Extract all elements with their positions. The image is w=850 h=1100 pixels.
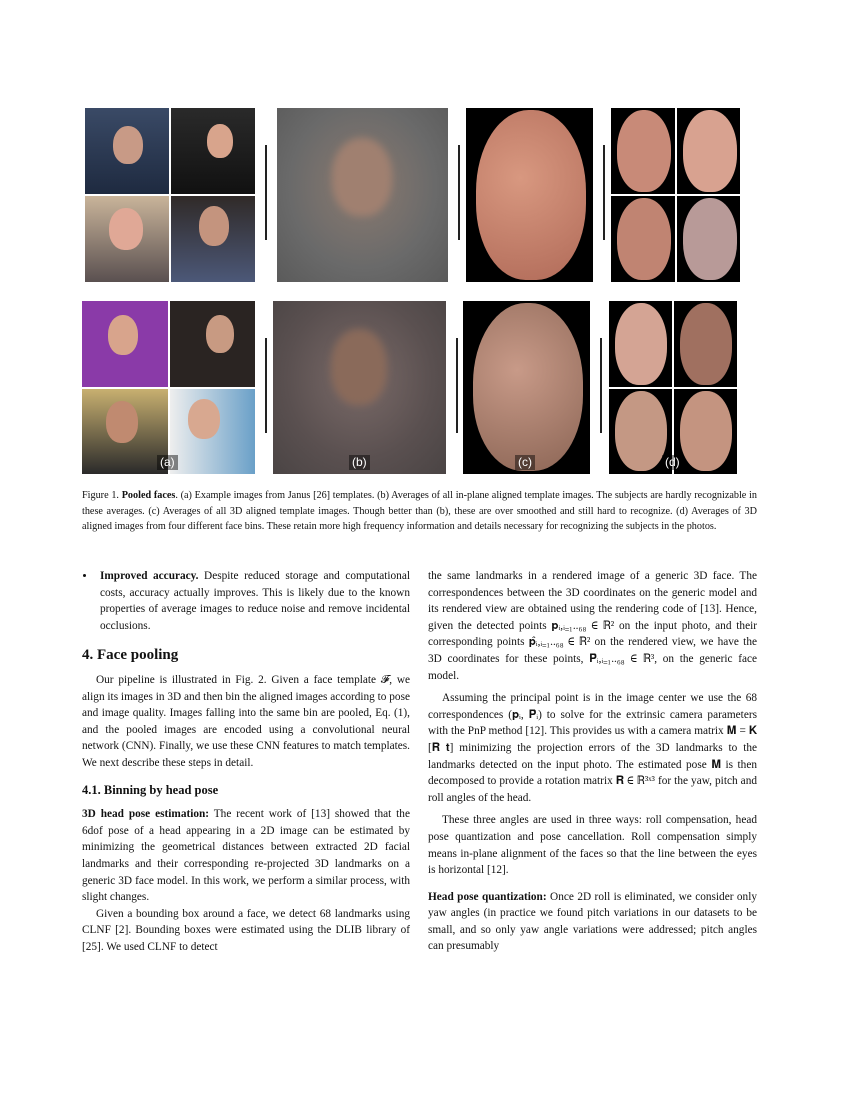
bin-average-image (611, 108, 675, 194)
bullet-improved-accuracy: • Improved accuracy. Despite reduced storage and computational costs, accuracy actually improves. This is likely due to the known properties of average images to reduce noise and remove incidental occlusions. (96, 568, 410, 634)
paragraph: These three angles are used in three ways: roll compensation, head pose quantization and pose cancellation. Roll compensation simply means in-plane alignment of the faces so that the line between the eyes is horizontal [12]. (428, 814, 757, 877)
paragraph: Our pipeline is illustrated in Fig. 2. Given a face template 𝓕, we align its images in 3D and then bin the aligned images according to pose and image quality. Images falling into the same bin are pooled, Eq. (1), and the pooled images are encoded using a convolutional neural network (CNN). Finally, we use these CNN features to match templates. We next describe these steps in detail. (82, 673, 410, 769)
3d-average-image (466, 108, 593, 282)
left-column (82, 568, 410, 955)
paragraph: the same landmarks in a rendered image of a generic 3D face. The correspondences between the 3D coordinates on the generic model and its rendered view are obtained using the rendering code of [13]. Hence, given the detected points 𝐩ᵢ,ᵢ₌₁..₆₈ ∈ ℝ² on the input photo, and their corresponding points 𝐩̂ᵢ,ᵢ₌₁..₆₈ ∈ ℝ² on the rendered view, we have the 3D coordinates for these points, 𝐏̂ᵢ,ᵢ₌₁..₆₈ ∈ ℝ³, on the generic face model. (428, 570, 757, 682)
example-photo (170, 301, 255, 387)
panel-label-d: (d) (662, 455, 683, 470)
panel-label-b: (b) (349, 455, 370, 470)
right-column (428, 568, 757, 955)
example-photo (85, 196, 169, 282)
bin-average-image (611, 196, 675, 282)
bin-average-image (674, 301, 737, 387)
subsection-heading: 4.1. Binning by head pose (82, 782, 219, 797)
example-photo (171, 108, 255, 194)
example-photo (171, 196, 255, 282)
example-photo (170, 389, 255, 474)
bin-average-image (674, 389, 737, 474)
example-photo (82, 389, 168, 474)
section-heading: 4. Face pooling (82, 647, 179, 664)
paragraph: 3D head pose estimation: The recent work of [13] showed that the 6dof pose of a head appearing in a 2D image can be estimated by minimizing the geometrical distances between extracted 2D facial landmarks and their corresponding re-projected 3D landmarks on a generic 3D face model. In this work, we perform a similar process, with slight changes. (82, 808, 410, 904)
inplane-average-image (273, 301, 446, 474)
example-photo (82, 301, 168, 387)
paragraph: Head pose quantization: Once 2D roll is eliminated, we consider only yaw angles (in practice we found pitch variations in our datasets to be small, and so only yaw angle variations were addressed; pitch angles can presumably (428, 890, 757, 953)
figure-caption: Figure 1. Pooled faces. (a) Example images from Janus [26] templates. (b) Averages of all in-plane aligned template images. The subjects are hardly recognizable in these averages. (c) Averages of all 3D aligned template images. Though better than (b), these are over smoothed and still hard to recognize. (d) Averages of 3D aligned images from four different face bins. These retain more high frequency information and details necessary for recognizing the subjects in the photos. (82, 490, 757, 532)
bin-average-image (677, 196, 740, 282)
example-photo (85, 108, 169, 194)
bin-average-image (677, 108, 740, 194)
bin-average-image (609, 301, 672, 387)
paragraph: Given a bounding box around a face, we detect 68 landmarks using CLNF [2]. Bounding boxes were estimated using the DLIB library of [25]. We used CLNF to detect (82, 907, 410, 953)
panel-label-a: (a) (157, 455, 178, 470)
panel-label-c: (c) (515, 455, 535, 470)
3d-average-image (463, 301, 590, 474)
inplane-average-image (277, 108, 448, 282)
paragraph: Assuming the principal point is in the image center we use the 68 correspondences (𝐩ᵢ, 𝐏̂ᵢ) to solve for the extrinsic camera parameters with the PnP method [12]. This provides us with a camera matrix 𝐌 = 𝐊 [𝐑 𝐭] minimizing the projection errors of the 3D landmarks to the landmarks detected on the input photo. The estimated pose 𝐌 is then decomposed to provide a rotation matrix 𝐑 ∈ ℝ³ˣ³ for the yaw, pitch and roll angles of the head. (428, 692, 757, 804)
